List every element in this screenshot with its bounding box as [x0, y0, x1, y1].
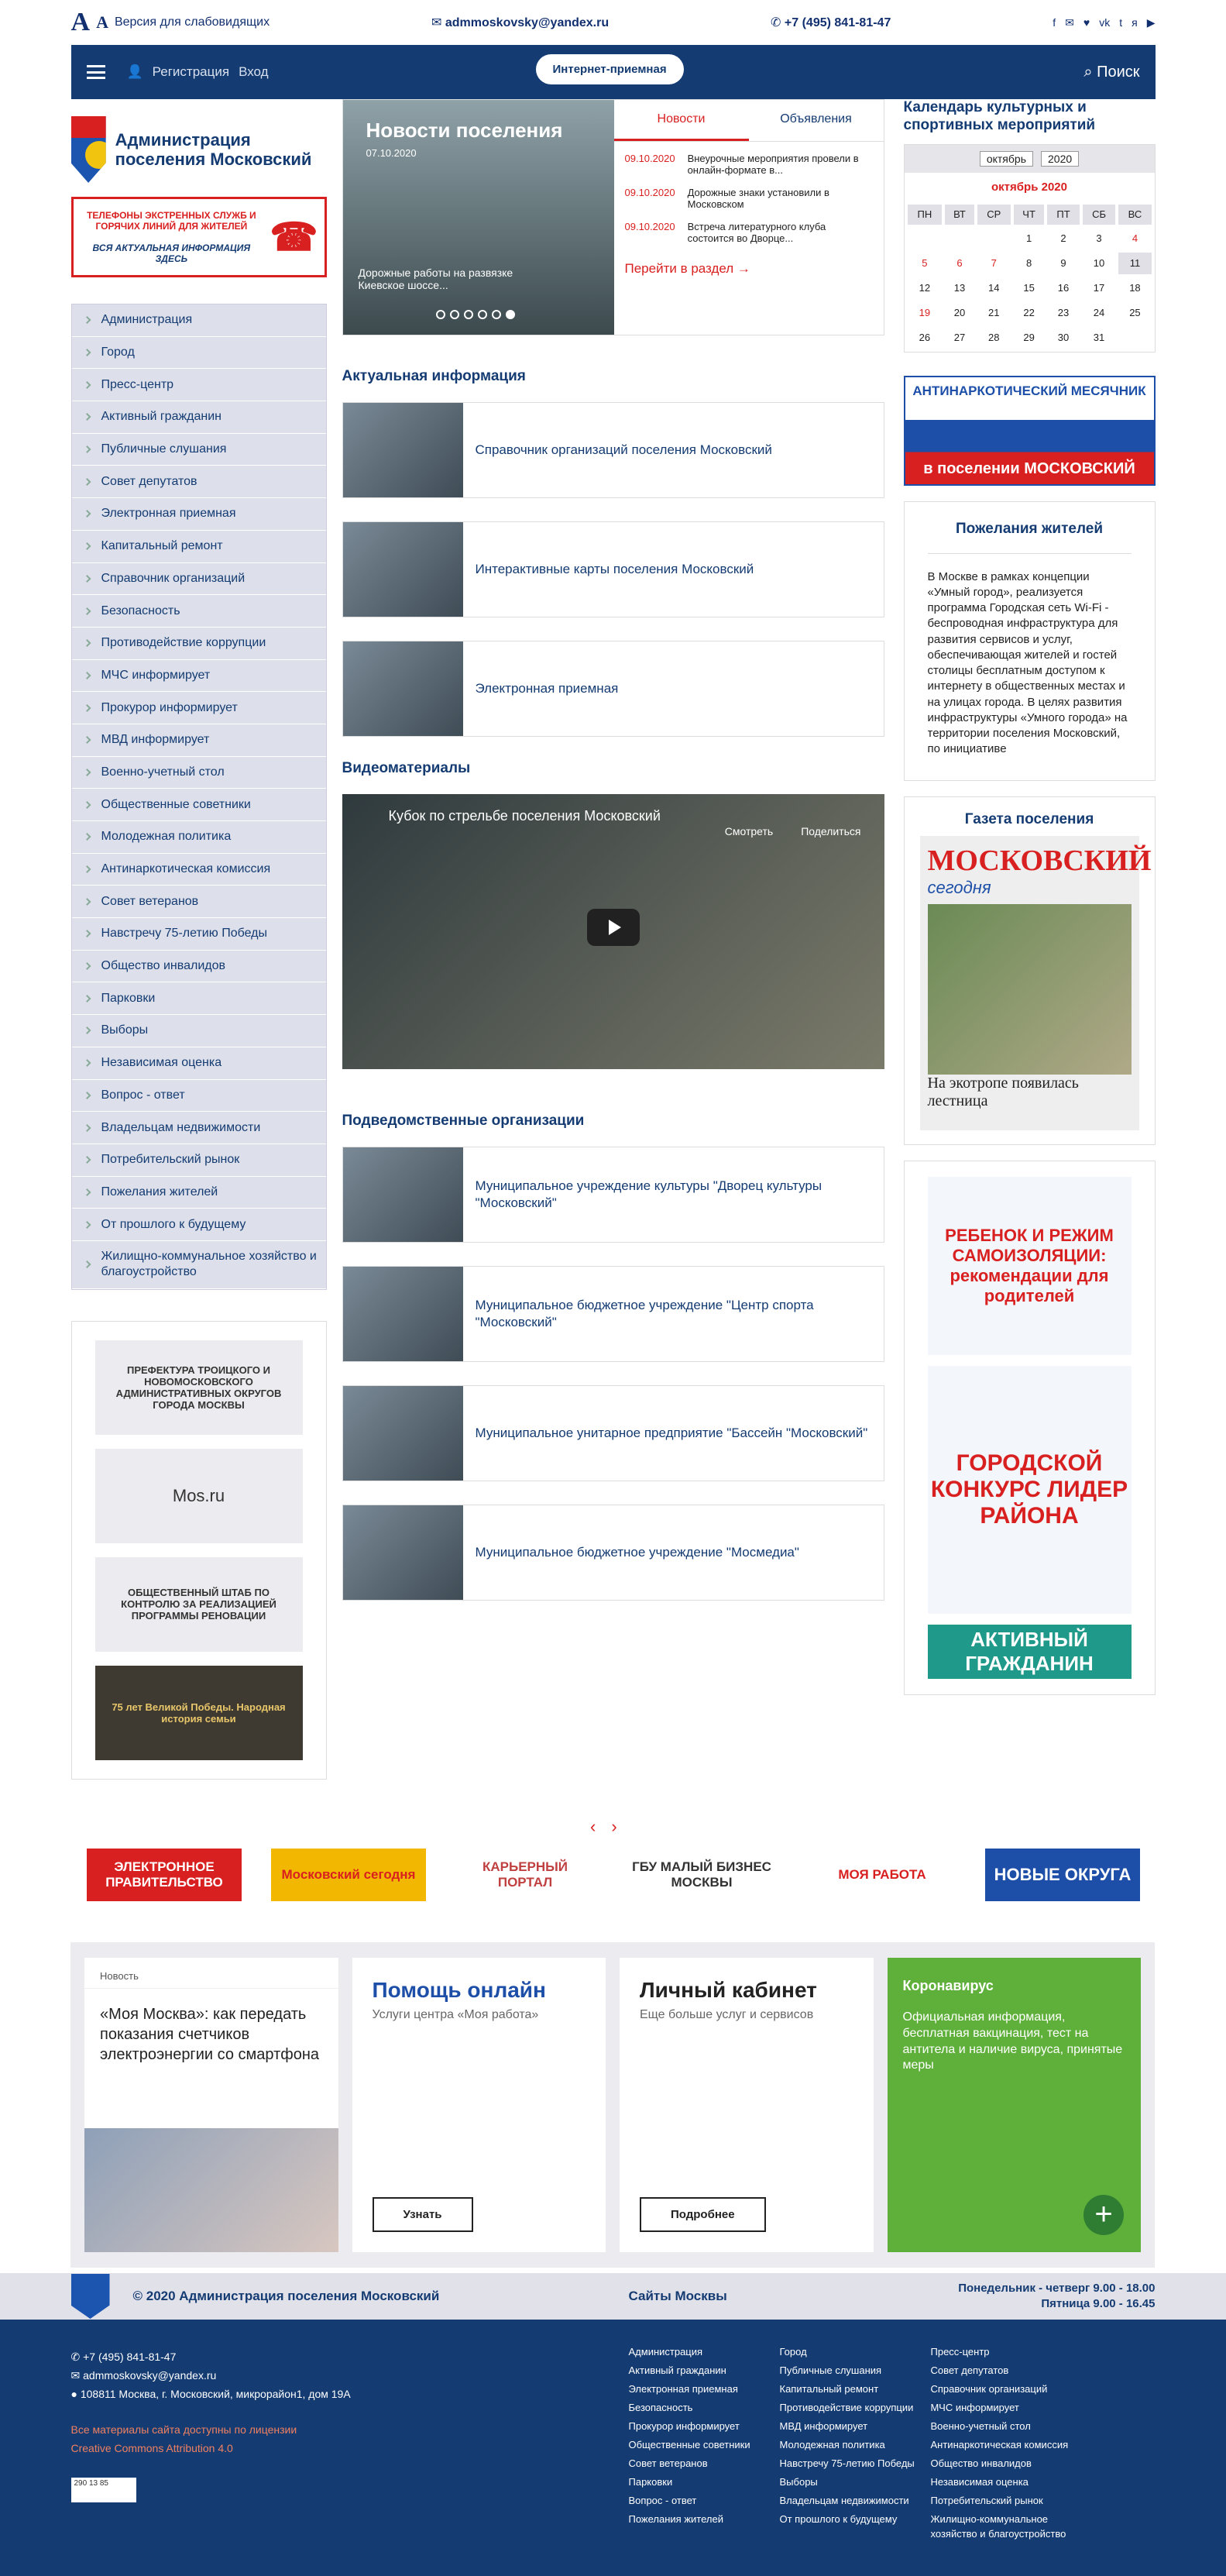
news-text: Встреча литературного клуба состоится во Дворце...: [687, 221, 826, 244]
covid-desc: Официальная информация, бесплатная вакцинация, тест на антитела и наличие вируса, принятые меры: [902, 2010, 1123, 2072]
license: [71, 2420, 297, 2457]
calendar-day[interactable]: 31: [1093, 332, 1105, 344]
sidebar-item[interactable]: Выборы: [72, 1015, 326, 1047]
calendar-day[interactable]: 14: [988, 282, 1000, 294]
calendar-day[interactable]: 30: [1057, 332, 1070, 344]
top-bar: [71, 0, 1156, 45]
gazette-block[interactable]: [904, 796, 1156, 1145]
site-title: Администрация поселения Московский: [115, 129, 312, 169]
sidebar-item[interactable]: Парковки: [72, 982, 326, 1015]
sidebar-item[interactable]: Пожелания жителей: [72, 1177, 326, 1209]
sidebar-item[interactable]: Общество инвалидов: [72, 951, 326, 983]
org-card[interactable]: [342, 1505, 884, 1601]
footer-links: [629, 2344, 1082, 2541]
footer-link[interactable]: Молодежная политика: [779, 2439, 885, 2450]
weekday-label: СР: [977, 205, 1011, 225]
sidebar-item[interactable]: Администрация: [72, 304, 326, 337]
footer-email[interactable]: [71, 2366, 351, 2385]
sidebar-item[interactable]: Общественные советники: [72, 789, 326, 821]
footer-link[interactable]: От прошлого к будущему: [779, 2513, 898, 2525]
help-online-card[interactable]: [352, 1958, 606, 2252]
orgs-heading: Подведомственные организации: [342, 1113, 585, 1129]
gazette-sub: сегодня: [927, 877, 991, 897]
sidebar-item[interactable]: Совет депутатов: [72, 466, 326, 498]
sidebar-item[interactable]: Жилищно-коммунальное хозяйство и благоустройство: [72, 1241, 326, 1289]
slider-dot[interactable]: [478, 310, 487, 319]
self-isolation-banner[interactable]: РЕБЕНОК И РЕЖИМ САМОИЗОЛЯЦИИ: рекомендации для родителей: [928, 1177, 1132, 1355]
sidebar-item[interactable]: Навстречу 75-летию Победы: [72, 918, 326, 951]
hours-weekdays: Понедельник - четверг 9.00 - 18.00: [958, 2281, 1156, 2295]
register-link[interactable]: Регистрация: [152, 64, 230, 79]
calendar-day[interactable]: 19: [919, 307, 931, 319]
envelope-icon: ✉: [431, 16, 445, 29]
footer-link[interactable]: Вопрос - ответ: [628, 2495, 697, 2506]
sidebar-item[interactable]: Вопрос - ответ: [72, 1080, 326, 1113]
footer: [0, 2320, 1226, 2576]
font-large-icon[interactable]: A: [70, 8, 91, 36]
actual-card[interactable]: [342, 521, 884, 617]
services-row: [70, 1942, 1155, 2268]
phone-link[interactable]: [771, 15, 891, 30]
calendar-day[interactable]: 8: [1025, 257, 1032, 270]
help-button[interactable]: Узнать: [373, 2197, 473, 2232]
sidebar-item[interactable]: От прошлого к будущему: [72, 1209, 326, 1241]
emergency-phones-banner[interactable]: [71, 197, 327, 277]
partner-new-districts[interactable]: НОВЫЕ ОКРУГА: [985, 1849, 1140, 1901]
anti-drug-top: АНТИНАРКОТИЧЕСКИЙ МЕСЯЧНИК: [912, 383, 1146, 398]
video-heading: Видеоматериалы: [342, 760, 471, 776]
footer-link[interactable]: Пожелания жителей: [628, 2513, 723, 2525]
calendar-day[interactable]: 10: [1093, 257, 1105, 270]
video-actions: [725, 825, 861, 837]
play-icon[interactable]: [587, 909, 640, 946]
calendar-day[interactable]: 4: [1132, 232, 1138, 245]
right-column: [904, 99, 1156, 1695]
card-image: [343, 1386, 463, 1481]
footer-link[interactable]: Жилищно-коммунальное хозяйство и благоустройство: [930, 2513, 1066, 2540]
card-title: Муниципальное унитарное предприятие "Бассейн "Московский": [475, 1425, 868, 1440]
month-select[interactable]: октябрь: [980, 151, 1033, 167]
calendar-day[interactable]: 6: [956, 257, 963, 270]
partners-arrows: [590, 1817, 617, 1837]
sidebar-item[interactable]: Публичные слушания: [72, 434, 326, 466]
partners-row: [87, 1849, 1140, 1901]
slider-dot[interactable]: [450, 310, 459, 319]
card-image: [343, 1505, 463, 1600]
sidebar-item[interactable]: Владельцам недвижимости: [72, 1112, 326, 1144]
sidebar-item[interactable]: Противодействие коррупции: [72, 628, 326, 660]
calendar-day[interactable]: 24: [1093, 307, 1105, 319]
org-card[interactable]: [342, 1385, 884, 1481]
calendar-day[interactable]: 13: [953, 282, 966, 294]
calendar-day[interactable]: 27: [953, 332, 966, 344]
footer-link[interactable]: Безопасность: [628, 2402, 693, 2413]
calendar-day[interactable]: 12: [919, 282, 931, 294]
partner-egov[interactable]: ЭЛЕКТРОННОЕ ПРАВИТЕЛЬСТВО: [87, 1849, 242, 1901]
sidebar-item[interactable]: Совет ветеранов: [72, 886, 326, 918]
calendar-day[interactable]: 15: [1023, 282, 1035, 294]
leader-contest-banner[interactable]: ГОРОДСКОЙ КОНКУРС ЛИДЕР РАЙОНА: [928, 1366, 1132, 1614]
card-title: Муниципальное учреждение культуры "Дворец культуры "Московский": [475, 1178, 822, 1210]
footer-address: [71, 2385, 351, 2403]
youtube-icon[interactable]: ▶: [1146, 15, 1156, 29]
calendar-day[interactable]: 17: [1093, 282, 1105, 294]
sidebar-item[interactable]: Независимая оценка: [72, 1047, 326, 1080]
actual-card[interactable]: [342, 402, 884, 498]
license-text: Все материалы сайта доступны по лицензии: [70, 2423, 297, 2436]
calendar-day[interactable]: 9: [1060, 257, 1066, 270]
slider-dot[interactable]: [436, 310, 445, 319]
footer-link[interactable]: Военно-учетный стол: [930, 2420, 1031, 2432]
tab-ads[interactable]: Объявления: [780, 112, 852, 126]
email-link[interactable]: [431, 15, 609, 30]
login-link[interactable]: Вход: [239, 64, 269, 79]
weekday-label: ПТ: [1047, 205, 1079, 225]
facebook-icon[interactable]: f: [1053, 15, 1056, 29]
center-column: [342, 99, 884, 1624]
weekday-label: ВТ: [945, 205, 974, 225]
card-title: Муниципальное бюджетное учреждение "Мосмедиа": [475, 1544, 799, 1560]
news-slide-date: 07.10.2020: [366, 147, 417, 159]
renovation-banner[interactable]: ОБЩЕСТВЕННЫЙ ШТАБ ПО КОНТРОЛЮ ЗА РЕАЛИЗАЦИЕЙ ПРОГРАММЫ РЕНОВАЦИИ: [95, 1557, 303, 1652]
sidebar-item[interactable]: Капитальный ремонт: [72, 531, 326, 563]
news-date: 09.10.2020: [624, 153, 675, 164]
phone-icon: ✆: [70, 2351, 84, 2363]
news-slide-caption: Дорожные работы на развязке Киевское шоссе...: [358, 267, 513, 291]
visit-counter[interactable]: 290 13 85: [71, 2478, 136, 2502]
calendar-day: [908, 228, 943, 249]
news-date: 09.10.2020: [624, 221, 675, 232]
footer-link[interactable]: Противодействие коррупции: [779, 2402, 914, 2413]
calendar-day[interactable]: 28: [988, 332, 1000, 344]
gazette-masthead: МОСКОВСКИЙ: [927, 844, 1152, 877]
footer-email-text: admmoskovsky@yandex.ru: [83, 2369, 217, 2382]
weekday-label: СБ: [1083, 205, 1116, 225]
sidebar-item[interactable]: Электронная приемная: [72, 498, 326, 531]
footer-link[interactable]: Электронная приемная: [628, 2383, 738, 2395]
help-title: Помощь онлайн: [372, 1978, 546, 2002]
partner-career[interactable]: КАРЬЕРНЫЙ ПОРТАЛ: [482, 1859, 568, 1890]
news-item[interactable]: [614, 176, 884, 210]
site-logo[interactable]: [71, 116, 327, 183]
yandex-icon[interactable]: я: [1132, 15, 1138, 29]
emergency-line2: ВСЯ АКТУАЛЬНАЯ ИНФОРМАЦИЯ ЗДЕСЬ: [92, 242, 251, 264]
auth-links: [127, 64, 269, 80]
location-pin-icon: ●: [70, 2388, 81, 2400]
service-news-title: «Моя Москва»: как передать показания счетчиков электроэнергии со смартфона: [100, 2006, 319, 2063]
calendar-day: [1118, 327, 1151, 349]
year-select[interactable]: 2020: [1041, 151, 1079, 167]
mos-ru-banner[interactable]: Mos.ru: [95, 1449, 303, 1543]
footer-link[interactable]: Навстречу 75-летию Победы: [779, 2457, 915, 2469]
wishes-block[interactable]: [904, 501, 1156, 781]
prefecture-banner[interactable]: ПРЕФЕКТУРА ТРОИЦКОГО И НОВОМОСКОВСКОГО АДМИНИСТРАТИВНЫХ ОКРУГОВ ГОРОДА МОСКВЫ: [95, 1340, 303, 1435]
card-image: [343, 403, 463, 497]
phone-icon: ✆: [771, 16, 785, 29]
actual-heading: Актуальная информация: [342, 368, 526, 384]
sidebar-item[interactable]: Потребительский рынок: [72, 1144, 326, 1177]
footer-link[interactable]: Пресс-центр: [930, 2346, 990, 2358]
card-title: Справочник организаций поселения Московский: [475, 442, 772, 457]
anti-drug-banner[interactable]: [904, 376, 1156, 486]
card-title: Муниципальное бюджетное учреждение "Центр спорта "Московский": [475, 1297, 814, 1329]
calendar-day[interactable]: 18: [1129, 282, 1141, 294]
anti-drug-bottom: в поселении МОСКОВСКИЙ: [923, 459, 1135, 477]
slider-dot[interactable]: [492, 310, 501, 319]
working-hours: [958, 2281, 1155, 2313]
plus-icon[interactable]: +: [1083, 2195, 1124, 2235]
phone-text: +7 (495) 841-81-47: [784, 16, 891, 29]
active-citizen-banner[interactable]: АКТИВНЫЙ ГРАЖДАНИН: [928, 1625, 1132, 1679]
footer-link[interactable]: Справочник организаций: [930, 2383, 1048, 2395]
calendar-month-label: октябрь 2020: [991, 180, 1067, 194]
partner-small-business[interactable]: ГБУ МАЛЫЙ БИЗНЕС МОСКВЫ: [632, 1859, 771, 1890]
calendar-day[interactable]: 25: [1129, 307, 1141, 319]
card-title: Интерактивные карты поселения Московский: [475, 561, 754, 576]
footer-link[interactable]: Активный гражданин: [628, 2364, 726, 2376]
calendar-day[interactable]: 23: [1057, 307, 1070, 319]
card-image: [343, 641, 463, 736]
calendar-day[interactable]: 5: [922, 257, 928, 270]
mail-icon[interactable]: ✉: [1065, 15, 1074, 29]
sidebar-item[interactable]: Пресс-центр: [72, 369, 326, 401]
calendar-day[interactable]: 3: [1096, 232, 1102, 245]
calendar-day[interactable]: 29: [1023, 332, 1035, 344]
partner-moskovsky[interactable]: Московский сегодня: [271, 1849, 426, 1901]
calendar-day[interactable]: 20: [953, 307, 966, 319]
calendar-day[interactable]: 21: [988, 307, 1000, 319]
sidebar-item[interactable]: МВД информирует: [72, 724, 326, 757]
sidebar-item[interactable]: Активный гражданин: [72, 401, 326, 434]
help-desc: Услуги центра «Моя работа»: [372, 2008, 539, 2021]
news-slide-title: Новости поселения: [366, 119, 563, 142]
user-icon: 👤: [126, 64, 143, 79]
search-icon: ⌕: [1083, 63, 1097, 81]
telephone-icon: ☎: [270, 215, 318, 259]
gazette-caption: На экотропе появилась лестница: [927, 1074, 1079, 1109]
video-title: Кубок по стрельбе поселения Московский: [388, 808, 661, 824]
calendar-day: [977, 228, 1011, 249]
tab-news[interactable]: Новости: [614, 100, 749, 141]
font-small-icon[interactable]: A: [96, 12, 108, 32]
footer-bar: [0, 2273, 1226, 2320]
internet-reception-button[interactable]: Интернет-приемная: [536, 54, 684, 84]
footer-link[interactable]: МВД информирует: [779, 2420, 868, 2432]
sidebar-item[interactable]: Безопасность: [72, 595, 326, 628]
cabinet-button[interactable]: Подробнее: [640, 2197, 766, 2232]
service-label: Новость: [84, 1958, 338, 1989]
accessibility-label[interactable]: Версия для слабовидящих: [114, 15, 270, 29]
footer-link[interactable]: Прокурор информирует: [628, 2420, 740, 2432]
search-label: Поиск: [1097, 63, 1140, 81]
calendar-title: Календарь культурных и спортивных мероприятий: [903, 99, 1096, 133]
sidebar-item[interactable]: Прокурор информирует: [72, 692, 326, 724]
footer-link[interactable]: Совет ветеранов: [628, 2457, 708, 2469]
footer-link[interactable]: Независимая оценка: [930, 2476, 1029, 2488]
footer-link[interactable]: Публичные слушания: [779, 2364, 882, 2376]
news-text: Внеурочные мероприятия провели в онлайн-формате в...: [687, 153, 859, 176]
weekday-label: ВС: [1118, 205, 1151, 225]
main-nav: [71, 45, 1156, 99]
footer-link[interactable]: Общественные советники: [628, 2439, 750, 2450]
partner-my-work[interactable]: МОЯ РАБОТА: [838, 1867, 926, 1882]
news-more-link[interactable]: Перейти в раздел →: [624, 261, 750, 276]
cabinet-title: Личный кабинет: [640, 1978, 817, 2002]
footer-phone[interactable]: [71, 2347, 351, 2366]
slider-dot[interactable]: [464, 310, 473, 319]
sidebar-item[interactable]: Справочник организаций: [72, 563, 326, 596]
footer-coat-of-arms-icon: [71, 2274, 110, 2319]
calendar-day[interactable]: 26: [919, 332, 931, 344]
sidebar-item[interactable]: Город: [72, 337, 326, 370]
footer-phone-text: +7 (495) 841-81-47: [83, 2351, 177, 2363]
gazette-title: Газета поселения: [964, 810, 1094, 827]
watch-later-button[interactable]: Смотреть: [724, 825, 774, 837]
twitter-icon[interactable]: t: [1119, 15, 1123, 29]
calendar-day[interactable]: 16: [1057, 282, 1070, 294]
footer-link[interactable]: Антинаркотическая комиссия: [930, 2439, 1069, 2450]
slider-dots: [436, 310, 515, 319]
news-slide[interactable]: [343, 100, 614, 335]
email-text: admmoskovsky@yandex.ru: [445, 16, 610, 29]
menu-burger-icon[interactable]: [87, 65, 105, 79]
left-column: [71, 99, 327, 1780]
search-button[interactable]: [1083, 64, 1139, 81]
social-links: [1053, 16, 1155, 29]
phone-photo: [84, 2128, 338, 2252]
footer-address-text: 108811 Москва, г. Московский, микрорайон1, дом 19А: [80, 2388, 351, 2400]
cabinet-card[interactable]: [620, 1958, 874, 2252]
card-title: Электронная приемная: [475, 680, 619, 696]
wishes-title: Пожелания жителей: [928, 521, 1132, 554]
weekday-label: ЧТ: [1014, 205, 1045, 225]
calendar-grid: [905, 201, 1155, 352]
sidebar-item[interactable]: МЧС информирует: [72, 660, 326, 693]
footer-link[interactable]: Владельцам недвижимости: [779, 2495, 909, 2506]
news-text: Дорожные знаки установили в Московском: [687, 187, 829, 210]
vk-icon[interactable]: vk: [1099, 15, 1111, 29]
victory-banner[interactable]: 75 лет Великой Победы. Народная история семьи: [95, 1666, 303, 1760]
left-banners: [71, 1321, 327, 1780]
org-card[interactable]: [342, 1266, 884, 1362]
covid-card[interactable]: [888, 1958, 1142, 2252]
coat-of-arms-icon: [71, 116, 106, 183]
actual-card[interactable]: [342, 641, 884, 737]
news-list: [614, 100, 884, 335]
calendar-day[interactable]: 22: [1023, 307, 1035, 319]
wishes-text: В Москве в рамках концепции «Умный город», реализуется программа Городская сеть Wi-Fi - беспроводная инфраструктура для развития сервисов и услуг, обеспечивающая жителей и гостей столицы бесплатным доступом к интернету в общественных местах и на улицах города. В целях развития инфраструктуры «Умного города» на территории поселения Московский, по инициативе: [927, 569, 1128, 756]
footer-link[interactable]: Администрация: [628, 2346, 703, 2358]
card-image: [343, 1147, 463, 1242]
calendar-day[interactable]: 2: [1060, 232, 1066, 245]
calendar-selectors: [905, 145, 1155, 173]
gazette-cover[interactable]: [920, 836, 1152, 1130]
card-image: [343, 522, 463, 617]
moscow-sites-link[interactable]: Сайты Москвы: [628, 2289, 727, 2303]
weekday-label: ПН: [908, 205, 943, 225]
instagram-icon[interactable]: ♥: [1083, 15, 1090, 29]
footer-link[interactable]: Город: [779, 2346, 807, 2358]
chevron-right-icon[interactable]: ›: [611, 1817, 617, 1836]
envelope-icon: ✉: [70, 2369, 84, 2382]
news-tabs: [614, 100, 884, 142]
side-menu: [71, 304, 327, 1290]
slider-dot[interactable]: [506, 310, 515, 319]
sidebar-item[interactable]: Антинаркотическая комиссия: [72, 854, 326, 886]
card-image: [343, 1267, 463, 1361]
sidebar-item[interactable]: Военно-учетный стол: [72, 757, 326, 789]
covid-title: Коронавирус: [902, 1978, 994, 1993]
share-button[interactable]: Поделиться: [801, 825, 861, 837]
sidebar-item[interactable]: Молодежная политика: [72, 821, 326, 854]
footer-link[interactable]: Потребительский рынок: [930, 2495, 1043, 2506]
footer-link[interactable]: Выборы: [779, 2476, 818, 2488]
footer-contacts: [71, 2347, 351, 2403]
footer-link[interactable]: Капитальный ремонт: [779, 2383, 879, 2395]
video-player[interactable]: [342, 794, 884, 1069]
news-block: [342, 99, 884, 335]
news-item[interactable]: [614, 210, 884, 244]
calendar-day[interactable]: 11: [1118, 253, 1151, 274]
calendar-day[interactable]: 1: [1025, 232, 1032, 245]
org-card[interactable]: [342, 1147, 884, 1243]
hours-friday: Пятница 9.00 - 16.45: [1041, 2297, 1156, 2310]
footer-link[interactable]: МЧС информирует: [930, 2402, 1019, 2413]
footer-copyright: © 2020 Администрация поселения Московский: [132, 2289, 440, 2303]
calendar-day: [945, 228, 974, 249]
footer-link[interactable]: Совет депутатов: [930, 2364, 1009, 2376]
event-calendar: [904, 144, 1156, 353]
license-link[interactable]: Creative Commons Attribution 4.0: [70, 2442, 233, 2454]
gazette-photo: [928, 904, 1132, 1075]
footer-link[interactable]: Парковки: [628, 2476, 673, 2488]
emergency-line1: ТЕЛЕФОНЫ ЭКСТРЕННЫХ СЛУЖБ И ГОРЯЧИХ ЛИНИЙ ДЛЯ ЖИТЕЛЕЙ: [87, 210, 256, 232]
news-service-card[interactable]: [84, 1958, 338, 2252]
footer-link[interactable]: Общество инвалидов: [930, 2457, 1032, 2469]
promo-banners: [904, 1161, 1156, 1695]
chevron-left-icon[interactable]: ‹: [590, 1817, 596, 1836]
accessibility-link[interactable]: [71, 8, 270, 37]
calendar-day[interactable]: 7: [991, 257, 997, 270]
cabinet-desc: Еще больше услуг и сервисов: [640, 2008, 814, 2021]
news-date: 09.10.2020: [624, 187, 675, 198]
news-item[interactable]: [614, 142, 884, 176]
